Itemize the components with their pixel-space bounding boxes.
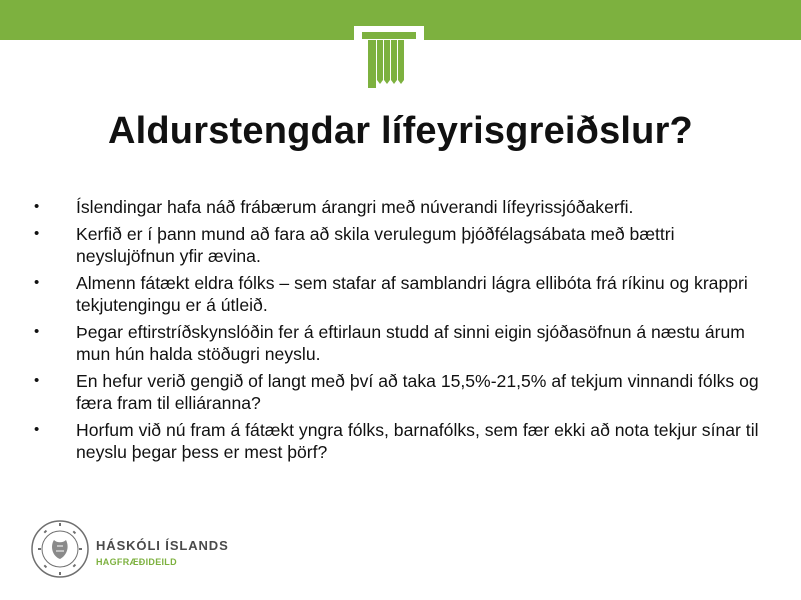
bullet-marker: •: [34, 371, 40, 389]
bullet-text: Íslendingar hafa náð frábærum árangri með núverandi lífeyrissjóðakerfi.: [76, 197, 634, 217]
bullet-text: Kerfið er í þann mund að fara að skila verulegum þjóðfélagsábata með bættri neyslujöfnun yfir ævina.: [76, 223, 675, 266]
university-seal-icon: [30, 518, 90, 580]
bullet-item: [34, 196, 774, 218]
bullet-marker: •: [34, 420, 40, 438]
bullet-text: Almenn fátækt eldra fólks – sem stafar af samblandri lágra ellibóta frá ríkinu og krappri tekjutengingu er á útleið.: [76, 272, 748, 315]
bullet-marker: •: [34, 322, 40, 340]
bullet-text: Horfum við nú fram á fátækt yngra fólks, barnafólks, sem fær ekki að nota tekjur sínar til neyslu þegar þess er mest þörf?: [76, 419, 759, 462]
bullet-text: En hefur verið gengið of langt með því að taka 15,5%-21,5% af tekjum vinnandi fólks og færa fram til elliáranna?: [76, 370, 759, 413]
bullet-marker: •: [34, 198, 40, 215]
footer-branding: [30, 518, 270, 580]
bullet-item: [34, 272, 774, 317]
bullet-marker: •: [34, 224, 40, 242]
bullet-item: [34, 419, 774, 464]
department-name: HAGFRÆÐIDEILD: [96, 557, 177, 567]
bullet-list: [34, 196, 774, 468]
bullet-item: [34, 321, 774, 366]
bullet-item: [34, 223, 774, 268]
bullet-text: Þegar eftirstríðskynslóðin fer á eftirlaun studd af sinni eigin sjóðasöfnun á næstu árum mun hún halda stöðugri neyslu.: [76, 321, 745, 364]
bullet-marker: •: [34, 273, 40, 291]
university-pillars-logo-icon: [354, 26, 424, 92]
bullet-item: [34, 370, 774, 415]
university-name: HÁSKÓLI ÍSLANDS: [96, 538, 229, 553]
slide-title: Aldurstengdar lífeyrisgreiðslur?: [108, 110, 693, 152]
